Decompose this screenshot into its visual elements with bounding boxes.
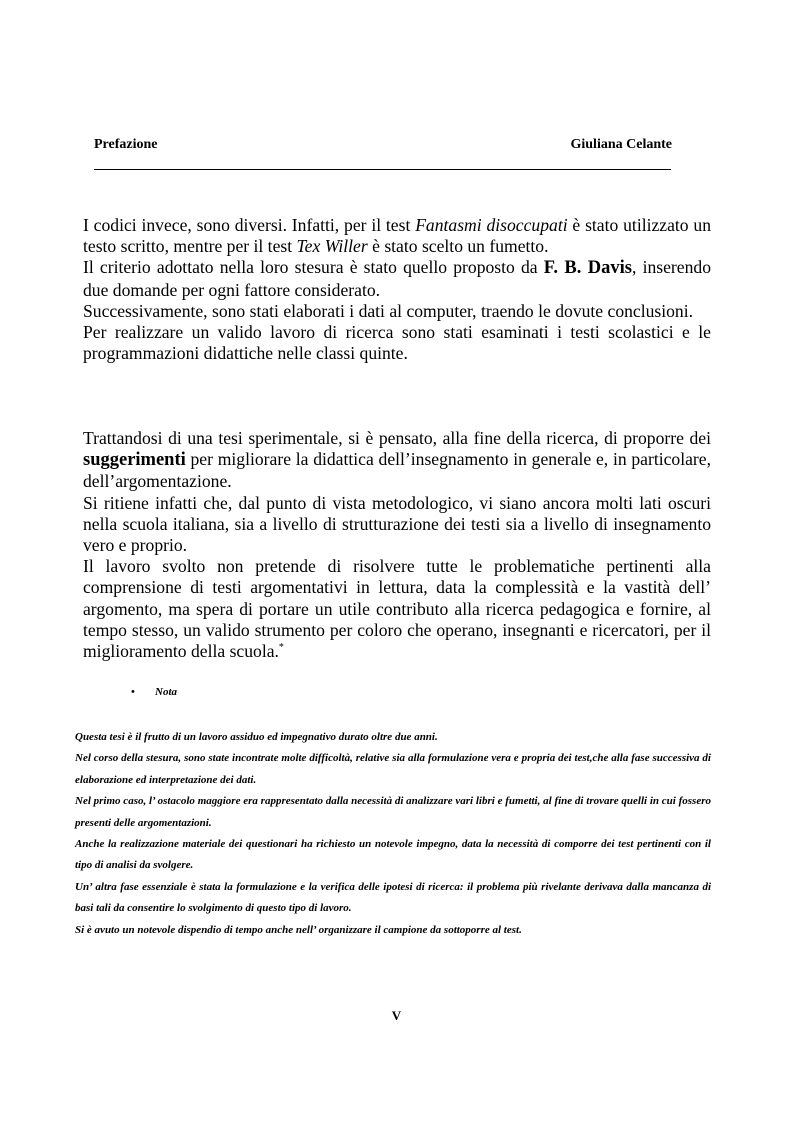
paragraph-realizzare: Per realizzare un valido lavoro di ricerca sono stati esaminati i testi scolastici e le programmazioni didattiche nelle classi quinte.	[83, 322, 711, 364]
text-run: , inserendo due domande per ogni fattore considerato.	[83, 257, 711, 300]
note-line: Nel corso della stesura, sono state incontrate molte difficoltà, relative sia alla formulazione vera e propria dei test,che alla fase successiva di elaborazione ed interpretazione dei dati.	[75, 752, 711, 786]
note-line: Anche la realizzazione materiale dei questionari ha richiesto un notevole impegno, data la necessità di comporre dei test pertinenti con il tipo di analisi da svolgere.	[75, 838, 711, 872]
footnote-marker[interactable]: *	[278, 642, 284, 654]
note-line: Un’ altra fase essenziale è stata la formulazione e la verifica delle ipotesi di ricerca: il problema più rivelante derivava dalla mancanza di basi tali da consentire lo svolgimento di questo tipo di lavoro.	[75, 880, 711, 915]
body-block-1	[83, 215, 711, 364]
text-run: è stato scelto un fumetto.	[367, 236, 549, 257]
paragraph-lavoro-svolto	[83, 556, 711, 662]
header-section-title: Prefazione	[94, 137, 158, 152]
paragraph-criterio	[83, 257, 711, 300]
note-body	[75, 727, 711, 941]
page-number: V	[391, 1008, 402, 1023]
note-line: Questa tesi è il frutto di un lavoro assiduo ed impegnativo durato oltre due anni.	[75, 731, 438, 743]
author-davis: F. B. Davis	[543, 258, 633, 279]
note-heading	[131, 686, 177, 698]
test-title-fantasmi: Fantasmi disoccupati	[415, 215, 568, 235]
text-run: Il lavoro svolto non pretende di risolvere tutte le problematiche pertinenti alla comprensione di testi argomentativi in lettura, data la complessità e la vastità dell’ argomento, ma spera di portare un utile contributo alla ricerca pedagogica e fornire, al tempo stesso, un valido strumento per coloro che operano, insegnanti e ricercatori, per il miglioramento della scuola.	[83, 556, 711, 662]
text-run: Il criterio adottato nella loro stesura è stato quello proposto da	[83, 257, 544, 278]
text-run: è stato utilizzato un testo scritto, mentre per il test	[83, 215, 712, 257]
text-run: per migliorare la didattica dell’insegnamento in generale e, in particolare, dell’argomentazione.	[83, 449, 711, 492]
paragraph-si-ritiene: Si ritiene infatti che, dal punto di vista metodologico, vi siano ancora molti lati oscuri nella scuola italiana, sia a livello di strutturazione dei testi sia a livello di insegnamento vero e proprio.	[83, 492, 711, 556]
note-label: Nota	[155, 686, 177, 698]
running-header	[94, 137, 672, 159]
note-line: Si è avuto un notevole dispendio di tempo anche nell’ organizzare il campione da sottoporre al test.	[75, 923, 522, 936]
paragraph-successivamente: Successivamente, sono stati elaborati i dati al computer, traendo le dovute conclusioni.	[83, 300, 694, 321]
note-line: Nel primo caso, l’ ostacolo maggiore era rappresentato dalla necessità di analizzare vari libri e fumetti, al fine di trovare quelli in cui fossero presenti delle argomentazioni.	[75, 795, 711, 829]
test-title-tex-willer: Tex Willer	[296, 236, 368, 257]
body-block-2	[83, 428, 711, 662]
header-rule	[94, 169, 671, 170]
paragraph-codici	[83, 215, 711, 257]
header-author: Giuliana Celante	[570, 137, 672, 152]
text-run: Trattandosi di una tesi sperimentale, si è pensato, alla fine della ricerca, di proporre dei	[83, 428, 711, 448]
paragraph-trattandosi	[83, 428, 711, 493]
bullet-icon: •	[131, 686, 135, 698]
keyword-suggerimenti: suggerimenti	[83, 450, 186, 471]
text-run: I codici invece, sono diversi. Infatti, per il test	[83, 215, 416, 235]
